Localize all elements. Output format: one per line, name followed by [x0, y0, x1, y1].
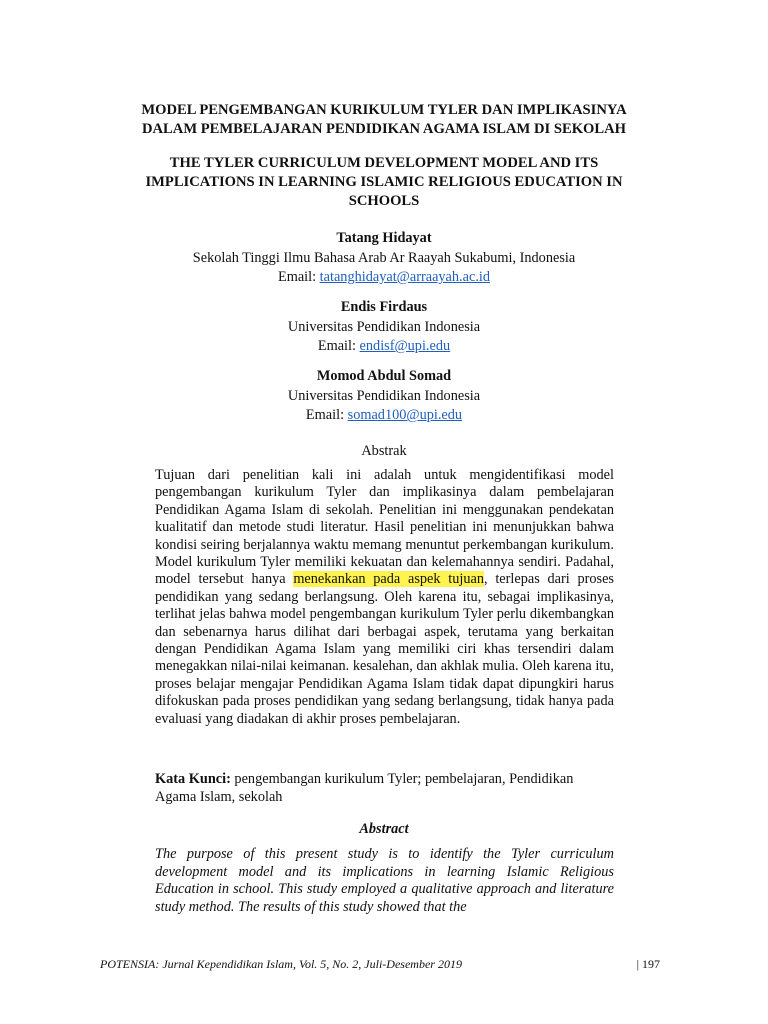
author-name: Tatang Hidayat: [336, 230, 432, 246]
author-email-link[interactable]: somad100@upi.edu: [347, 407, 463, 423]
title-id-line-2: DALAM PEMBELAJARAN PENDIDIKAN AGAMA ISLAM DI SEKOLAH: [141, 121, 627, 137]
author-email-row: [100, 337, 668, 357]
keywords-text: pengembangan kurikulum Tyler; pembelajaran, Pendidikan Agama Islam, sekolah: [155, 771, 574, 805]
highlighted-text: menekankan pada aspek tujuan: [293, 571, 485, 588]
email-label: Email:: [277, 269, 317, 285]
title-indonesian: [100, 101, 668, 139]
abstrak-heading: Abstrak: [361, 443, 407, 459]
author-affiliation: Universitas Pendidikan Indonesia: [287, 387, 481, 404]
title-id-line-1: MODEL PENGEMBANGAN KURIKULUM TYLER DAN IMPLIKASINYA: [141, 102, 627, 118]
abstrak-body: [155, 467, 614, 728]
author-email-link[interactable]: endisf@upi.edu: [359, 338, 451, 354]
author-name: Endis Firdaus: [340, 299, 428, 315]
author-name: Momod Abdul Somad: [316, 368, 452, 384]
title-en-line-1: THE TYLER CURRICULUM DEVELOPMENT MODEL AND ITS: [169, 155, 599, 171]
keywords-label: Kata Kunci:: [155, 771, 231, 787]
abstract-body: The purpose of this present study is to identify the Tyler curriculum development model and its implications in learning Islamic Religious Education in school. This study employed a qualitative approach and literature study method. The results of this study showed that the: [155, 846, 614, 915]
author-2: [100, 298, 668, 357]
author-3: [100, 367, 668, 426]
email-label: Email:: [305, 407, 345, 423]
author-email-row: [100, 406, 668, 426]
page-number: | 197: [636, 957, 660, 971]
title-en-line-2: IMPLICATIONS IN LEARNING ISLAMIC RELIGIOUS EDUCATION IN: [145, 174, 623, 190]
title-english: [100, 154, 668, 211]
email-label: Email:: [317, 338, 356, 354]
title-en-line-3: SCHOOLS: [348, 193, 420, 209]
author-email-link[interactable]: tatanghidayat@arraayah.ac.id: [319, 269, 491, 285]
abstract-heading: Abstract: [359, 821, 409, 837]
author-email-row: [100, 268, 668, 288]
journal-citation: POTENSIA: Jurnal Kependidikan Islam, Vol. 5, No. 2, Juli-Desember 2019: [100, 957, 462, 971]
author-affiliation: Universitas Pendidikan Indonesia: [287, 318, 481, 335]
abstrak-text-before: Tujuan dari penelitian kali ini adalah untuk mengidentifikasi model pengembangan kurikulum Tyler dan implikasinya dalam pembelajaran Pendidikan Agama Islam di sekolah. Penelitian ini menggunakan pendekatan kualitatif dan metode studi literatur. Hasil penelitian ini menunjukkan bahwa kondisi seiring berjalannya waktu memang menuntut perkembangan kurikulum. Model kurikulum Tyler memiliki kekuatan dan kelemahannya sendiri. Padahal, model tersebut hanya: [155, 467, 614, 588]
author-1: [100, 229, 668, 288]
author-affiliation: Sekolah Tinggi Ilmu Bahasa Arab Ar Raayah Sukabumi, Indonesia: [192, 249, 576, 266]
abstrak-text-after: , terlepas dari proses pendidikan yang sedang berlangsung. Oleh karena itu, sebagai implikasinya, terlihat jelas bahwa model pengembangan kurikulum Tyler perlu dikembangkan dan sebenarnya harus dilihat dari berbagai aspek, terutama yang berkaitan dengan Pendidikan Agama Islam yang memiliki ciri khas tersendiri dalam menegakkan nilai-nilai keimanan. kesalehan, dan akhlak mulia. Oleh karena itu, proses belajar mengajar Pendidikan Agama Islam tidak dapat dipungkiri harus difokuskan pada proses pendidikan yang sedang berlangsung, tidak hanya pada evaluasi yang diadakan di akhir proses pembelajaran.: [155, 571, 614, 727]
keywords: [155, 770, 614, 806]
page-footer: [100, 957, 668, 972]
